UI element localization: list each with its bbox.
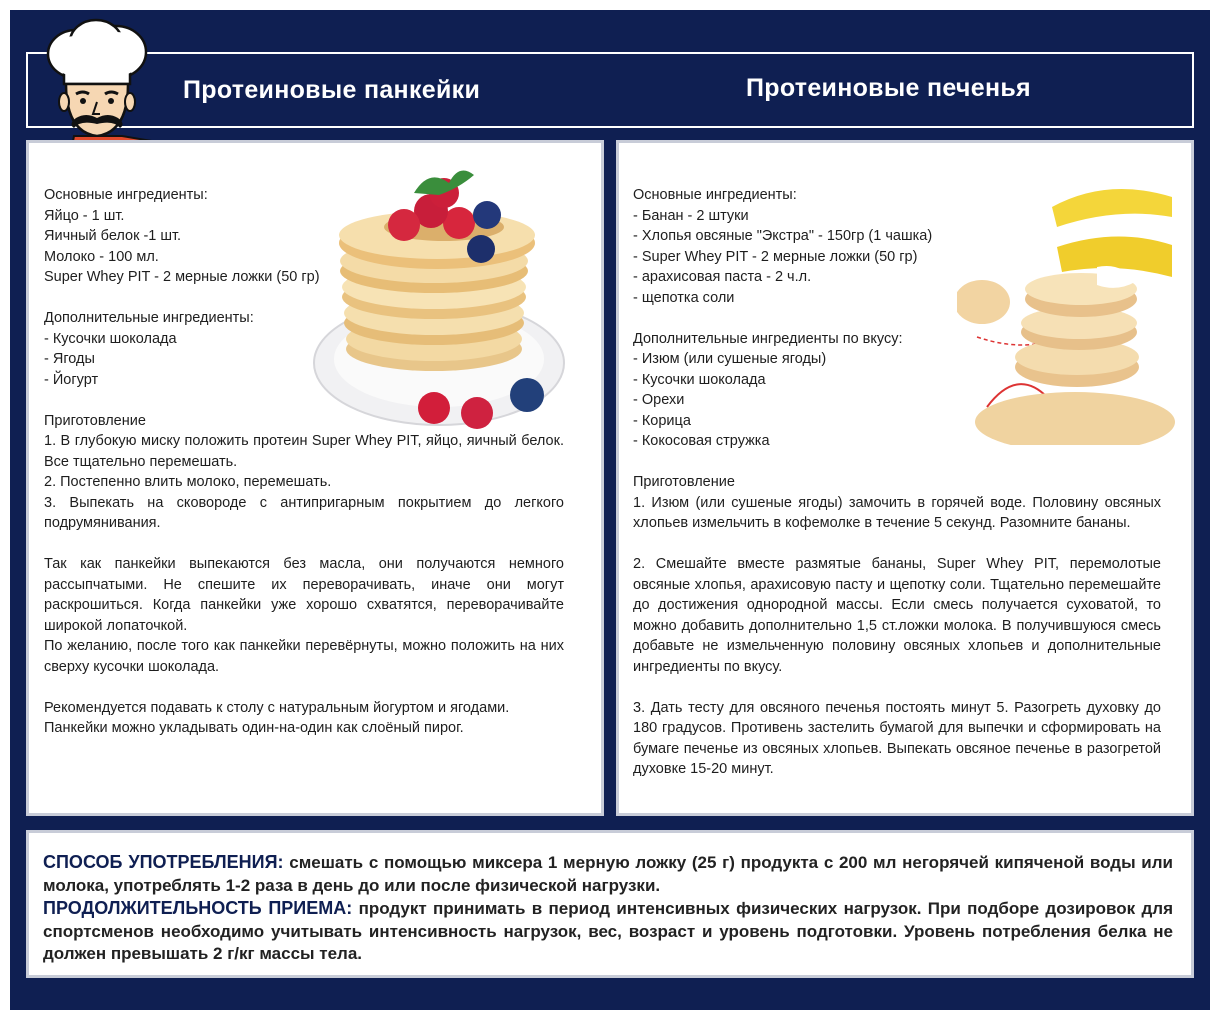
- recipe-line: - Орехи: [633, 392, 685, 408]
- recipe-line: 1. В глубокую миску положить протеин Super Whey PIT, яйцо, яичный белок. Все тщательно перемешать.: [44, 433, 564, 470]
- usage-text: смешать с помощью миксера 1 мерную ложку (25 г) продукта с 200 мл негорячей кипяченой воды или молока, употреблять 1-2 раза в день до или после физической нагрузки.: [43, 853, 1173, 895]
- recipe-line: - Банан - 2 штуки: [633, 207, 749, 224]
- recipe-line: Молоко - 100 мл.: [44, 248, 159, 265]
- pancakes-recipe-panel: [26, 140, 604, 816]
- recipe-line: Приготовление: [633, 474, 735, 490]
- usage-paragraph: [43, 851, 1173, 897]
- recipe-line: - Хлопья овсяные "Экстра" - 150гр (1 чашка): [633, 228, 933, 244]
- recipe-line: Яйцо - 1 шт.: [44, 207, 125, 224]
- duration-text: продукт принимать в период интенсивных физических нагрузок. При подборе дозировок для спортсменов необходимо учитывать интенсивность нагрузок, вес, возраст и уровень подготовки. Уровень потребления белка не должен превышать 2 г/кг массы тела.: [43, 899, 1174, 963]
- recipe-line: Рекомендуется подавать к столу с натуральным йогуртом и ягодами.: [44, 699, 510, 716]
- recipe-line: Дополнительные ингредиенты:: [44, 310, 254, 326]
- recipe-line: По желанию, после того как панкейки перевёрнуты, можно положить на них сверху кусочки шоколада.: [44, 638, 564, 675]
- recipe-line: - Корица: [633, 412, 691, 429]
- recipe-line: - арахисовая паста - 2 ч.л.: [633, 269, 812, 285]
- recipe-line: Так как панкейки выпекаются без масла, они получаются немного рассыпчатыми. Не спешите их переворачивать, иначе они могут раскрошиться. Когда панкейки уже хорошо схватятся, переворачивайте широкой лопаточкой.: [44, 556, 564, 634]
- recipe-line: Панкейки можно укладывать один-на-один как слоёный пирог.: [44, 720, 464, 736]
- recipe-line: - Кусочки шоколада: [44, 330, 177, 347]
- recipe-line: Яичный белок -1 шт.: [44, 228, 182, 244]
- cookies-recipe-panel: [616, 140, 1194, 816]
- recipe-line: - Super Whey PIT - 2 мерные ложки (50 гр): [633, 248, 918, 265]
- pancakes-recipe-text: [44, 185, 564, 739]
- recipe-line: - Кусочки шоколада: [633, 371, 766, 388]
- recipe-line: 2. Постепенно влить молоко, перемешать.: [44, 474, 332, 490]
- cookies-title: Протеиновые печенья: [746, 74, 1031, 102]
- recipe-line: Super Whey PIT - 2 мерные ложки (50 гр): [44, 269, 320, 285]
- usage-info-text: [43, 851, 1173, 966]
- recipe-line: Основные ингредиенты:: [44, 187, 208, 203]
- cookies-recipe-text: [633, 185, 1161, 780]
- recipe-line: 3. Дать тесту для овсяного печенья постоять минут 5. Разогреть духовку до 180 градусов. Противень застелить бумагой для выпечки и сформировать на бумаге печенье из овсяных хлопьев. Выпекать овсяное печенье в разогретой духовке 15-20 минут.: [633, 699, 1161, 777]
- recipe-line: 2. Смешайте вместе размятые бананы, Super Whey PIT, перемолотые овсяные хлопья, арахисовую пасту и щепотку соли. Тщательно перемешайте до достижения однородной массы. Если смесь получается суховатой, то можно добавить дополнительно 1,5 ст.ложки молока. В получившуюся смесь добавьте не измельченную половину овсяных хлопьев и дополнительные ингредиенты по вкусу.: [633, 556, 1161, 675]
- recipe-line: Приготовление: [44, 412, 146, 429]
- usage-label: СПОСОБ УПОТРЕБЛЕНИЯ:: [43, 852, 284, 872]
- recipe-line: 1. Изюм (или сушеные ягоды) замочить в горячей воде. Половину овсяных хлопьев измельчить в кофемолке в течение 5 секунд. Разомните бананы.: [633, 494, 1161, 531]
- duration-paragraph: [43, 897, 1173, 966]
- recipe-line: - Изюм (или сушеные ягоды): [633, 351, 827, 367]
- title-bar: [26, 52, 1194, 128]
- pancakes-title: Протеиновые панкейки: [183, 76, 481, 104]
- recipe-line: - Ягоды: [44, 351, 95, 367]
- recipe-line: - Йогурт: [44, 371, 99, 388]
- duration-label: ПРОДОЛЖИТЕЛЬНОСТЬ ПРИЕМА:: [43, 898, 353, 918]
- recipe-line: 3. Выпекать на сковороде с антипригарным покрытием до легкого подрумянивания.: [44, 494, 564, 531]
- recipe-line: Дополнительные ингредиенты по вкусу:: [633, 330, 903, 347]
- recipe-line: - щепотка соли: [633, 289, 735, 306]
- usage-info-panel: [26, 830, 1194, 978]
- recipe-line: Основные ингредиенты:: [633, 187, 797, 203]
- recipe-line: - Кокосовая стружка: [633, 433, 770, 449]
